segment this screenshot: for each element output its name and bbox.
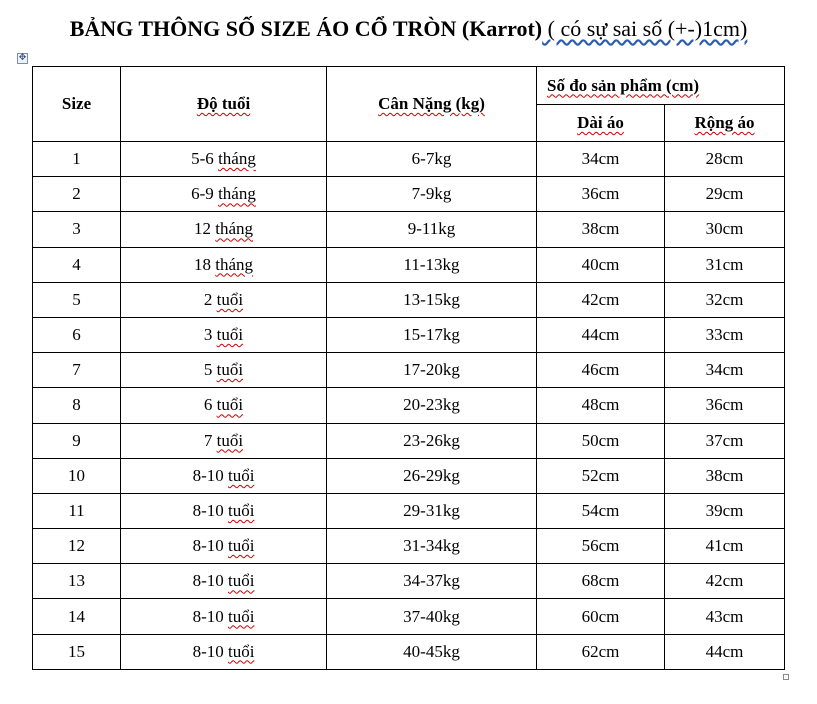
cell-length: 48cm [537, 388, 665, 423]
cell-width: 43cm [665, 599, 785, 634]
cell-weight: 13-15kg [327, 282, 537, 317]
cell-age: 3 tuổi [121, 317, 327, 352]
cell-size: 8 [33, 388, 121, 423]
cell-weight: 40-45kg [327, 634, 537, 669]
header-measure-group: Số đo sản phẩm (cm) [537, 67, 785, 105]
cell-width: 37cm [665, 423, 785, 458]
header-length: Dài áo [537, 105, 665, 142]
cell-age: 5 tuổi [121, 353, 327, 388]
table-row [33, 142, 785, 177]
cell-size: 3 [33, 212, 121, 247]
cell-length: 54cm [537, 493, 665, 528]
cell-weight: 29-31kg [327, 493, 537, 528]
cell-age: 8-10 tuổi [121, 634, 327, 669]
cell-weight: 7-9kg [327, 177, 537, 212]
cell-width: 44cm [665, 634, 785, 669]
cell-length: 56cm [537, 529, 665, 564]
cell-weight: 34-37kg [327, 564, 537, 599]
cell-age: 8-10 tuổi [121, 493, 327, 528]
table-row [33, 458, 785, 493]
table-row [33, 423, 785, 458]
cell-size: 9 [33, 423, 121, 458]
table-row [33, 493, 785, 528]
cell-width: 33cm [665, 317, 785, 352]
table-row [33, 282, 785, 317]
cell-size: 2 [33, 177, 121, 212]
cell-age: 18 tháng [121, 247, 327, 282]
cell-length: 40cm [537, 247, 665, 282]
cell-age: 8-10 tuổi [121, 599, 327, 634]
cell-width: 34cm [665, 353, 785, 388]
table-row [33, 388, 785, 423]
cell-weight: 20-23kg [327, 388, 537, 423]
cell-weight: 15-17kg [327, 317, 537, 352]
cell-size: 11 [33, 493, 121, 528]
header-weight: Cân Nặng (kg) [327, 67, 537, 142]
table-row [33, 353, 785, 388]
cell-size: 15 [33, 634, 121, 669]
cell-length: 44cm [537, 317, 665, 352]
cell-age: 2 tuổi [121, 282, 327, 317]
cell-size: 10 [33, 458, 121, 493]
cell-size: 12 [33, 529, 121, 564]
cell-weight: 9-11kg [327, 212, 537, 247]
page-title [0, 16, 817, 42]
cell-width: 29cm [665, 177, 785, 212]
cell-size: 1 [33, 142, 121, 177]
cell-width: 28cm [665, 142, 785, 177]
cell-age: 6-9 tháng [121, 177, 327, 212]
cell-age: 8-10 tuổi [121, 564, 327, 599]
header-width: Rộng áo [665, 105, 785, 142]
cell-size: 14 [33, 599, 121, 634]
cell-age: 8-10 tuổi [121, 529, 327, 564]
cell-length: 34cm [537, 142, 665, 177]
table-resize-handle[interactable] [783, 674, 789, 680]
cell-size: 7 [33, 353, 121, 388]
cell-weight: 11-13kg [327, 247, 537, 282]
cell-length: 68cm [537, 564, 665, 599]
header-size: Size [33, 67, 121, 142]
cell-weight: 26-29kg [327, 458, 537, 493]
table-row [33, 317, 785, 352]
cell-age: 7 tuổi [121, 423, 327, 458]
table-row [33, 177, 785, 212]
cell-age: 8-10 tuổi [121, 458, 327, 493]
cell-age: 12 tháng [121, 212, 327, 247]
cell-size: 13 [33, 564, 121, 599]
cell-weight: 23-26kg [327, 423, 537, 458]
cell-width: 36cm [665, 388, 785, 423]
table-row [33, 529, 785, 564]
table-row [33, 564, 785, 599]
cell-width: 30cm [665, 212, 785, 247]
title-note: ( có sự sai số (+-)1cm) [542, 16, 748, 41]
cell-length: 42cm [537, 282, 665, 317]
cell-size: 6 [33, 317, 121, 352]
cell-weight: 31-34kg [327, 529, 537, 564]
cell-length: 52cm [537, 458, 665, 493]
cell-width: 38cm [665, 458, 785, 493]
header-age: Độ tuổi [121, 67, 327, 142]
size-table [32, 66, 785, 670]
cell-age: 6 tuổi [121, 388, 327, 423]
cell-width: 31cm [665, 247, 785, 282]
table-row [33, 599, 785, 634]
cell-weight: 6-7kg [327, 142, 537, 177]
cell-width: 32cm [665, 282, 785, 317]
cell-length: 38cm [537, 212, 665, 247]
cell-length: 60cm [537, 599, 665, 634]
cell-age: 5-6 tháng [121, 142, 327, 177]
cell-width: 41cm [665, 529, 785, 564]
title-main: BẢNG THÔNG SỐ SIZE ÁO CỔ TRÒN (Karrot) [69, 16, 543, 41]
table-row [33, 634, 785, 669]
table-row [33, 212, 785, 247]
table-row [33, 247, 785, 282]
cell-length: 36cm [537, 177, 665, 212]
cell-size: 4 [33, 247, 121, 282]
table-move-handle-icon[interactable]: ✥ [18, 53, 27, 63]
cell-length: 62cm [537, 634, 665, 669]
cell-length: 46cm [537, 353, 665, 388]
cell-width: 39cm [665, 493, 785, 528]
cell-length: 50cm [537, 423, 665, 458]
cell-weight: 37-40kg [327, 599, 537, 634]
cell-size: 5 [33, 282, 121, 317]
cell-width: 42cm [665, 564, 785, 599]
cell-weight: 17-20kg [327, 353, 537, 388]
